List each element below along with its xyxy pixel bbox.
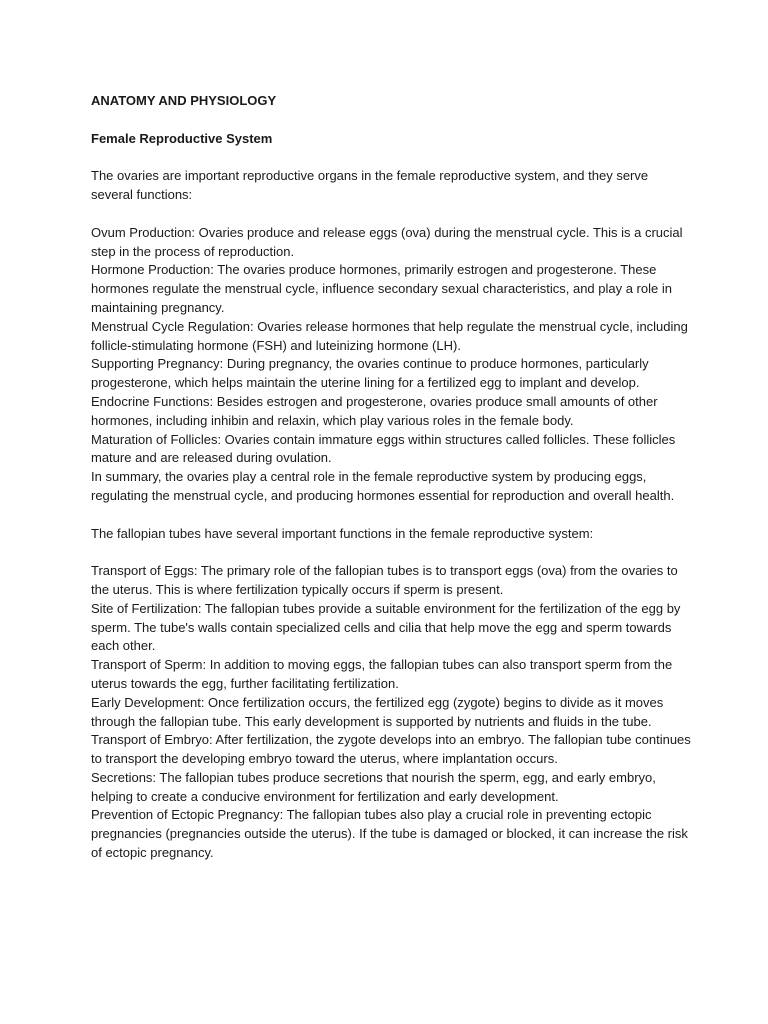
list-item: Site of Fertilization: The fallopian tubes provide a suitable environment for the fertilization of the egg by sperm. The tube's walls contain specialized cells and cilia that help move the egg and sperm towards each other. [91, 600, 681, 654]
list-item: Prevention of Ectopic Pregnancy: The fallopian tubes also play a crucial role in preventing ectopic pregnancies (pregnancies outside the uterus). If the tube is damaged or blocked, it can increase the risk of ectopic pregnancy. [91, 807, 688, 861]
list-item: Menstrual Cycle Regulation: Ovaries release hormones that help regulate the menstrual cycle, including follicle-stimulating hormone (FSH) and luteinizing hormone (LH). [91, 318, 688, 353]
fallopian-functions-list [91, 562, 691, 863]
list-item: Ovum Production: Ovaries produce and release eggs (ova) during the menstrual cycle. This is a crucial step in the process of reproduction. [91, 224, 683, 259]
summary-paragraph: In summary, the ovaries play a central role in the female reproductive system by producing eggs, regulating the menstrual cycle, and producing hormones essential for reproduction and overall health. [91, 469, 675, 503]
list-item: Hormone Production: The ovaries produce hormones, primarily estrogen and progesterone. These hormones regulate the menstrual cycle, influence secondary sexual characteristics, and play a role in maintaining pregnancy. [91, 262, 672, 315]
list-item: Transport of Embryo: After fertilization, the zygote develops into an embryo. The fallopian tube continues to transport the developing embryo toward the uterus, where implantation occurs. [91, 732, 691, 767]
ovaries-functions-list [91, 224, 691, 506]
ovaries-intro-paragraph: The ovaries are important reproductive organs in the female reproductive system, and they serve several functions: [91, 168, 649, 203]
document-page [91, 92, 691, 863]
fallopian-intro-paragraph: The fallopian tubes have several important functions in the female reproductive system: [91, 525, 594, 541]
list-item: Transport of Sperm: In addition to moving eggs, the fallopian tubes can also transport sperm from the uterus towards the egg, further facilitating fertilization. [91, 657, 673, 691]
list-item: Secretions: The fallopian tubes produce secretions that nourish the sperm, egg, and early embryo, helping to create a conducive environment for fertilization and early development. [91, 769, 656, 804]
list-item: Early Development: Once fertilization occurs, the fertilized egg (zygote) begins to divide as it moves through the fallopian tube. This early development is supported by nutrients and fluids in the tube. [91, 694, 664, 729]
list-item: Transport of Eggs: The primary role of the fallopian tubes is to transport eggs (ova) from the ovaries to the uterus. This is where fertilization typically occurs if sperm is present. [91, 563, 678, 597]
section-heading: Female Reproductive System [91, 130, 273, 146]
list-item: Maturation of Follicles: Ovaries contain immature eggs within structures called follicles. These follicles mature and are released during ovulation. [91, 431, 676, 466]
list-item: Endocrine Functions: Besides estrogen and progesterone, ovaries produce small amounts of other hormones, including inhibin and relaxin, which play various roles in the female body. [91, 393, 658, 428]
document-title: ANATOMY AND PHYSIOLOGY [91, 93, 277, 108]
list-item: Supporting Pregnancy: During pregnancy, the ovaries continue to produce hormones, particularly progesterone, which helps maintain the uterine lining for a fertilized egg to implant and develop. [91, 356, 649, 391]
